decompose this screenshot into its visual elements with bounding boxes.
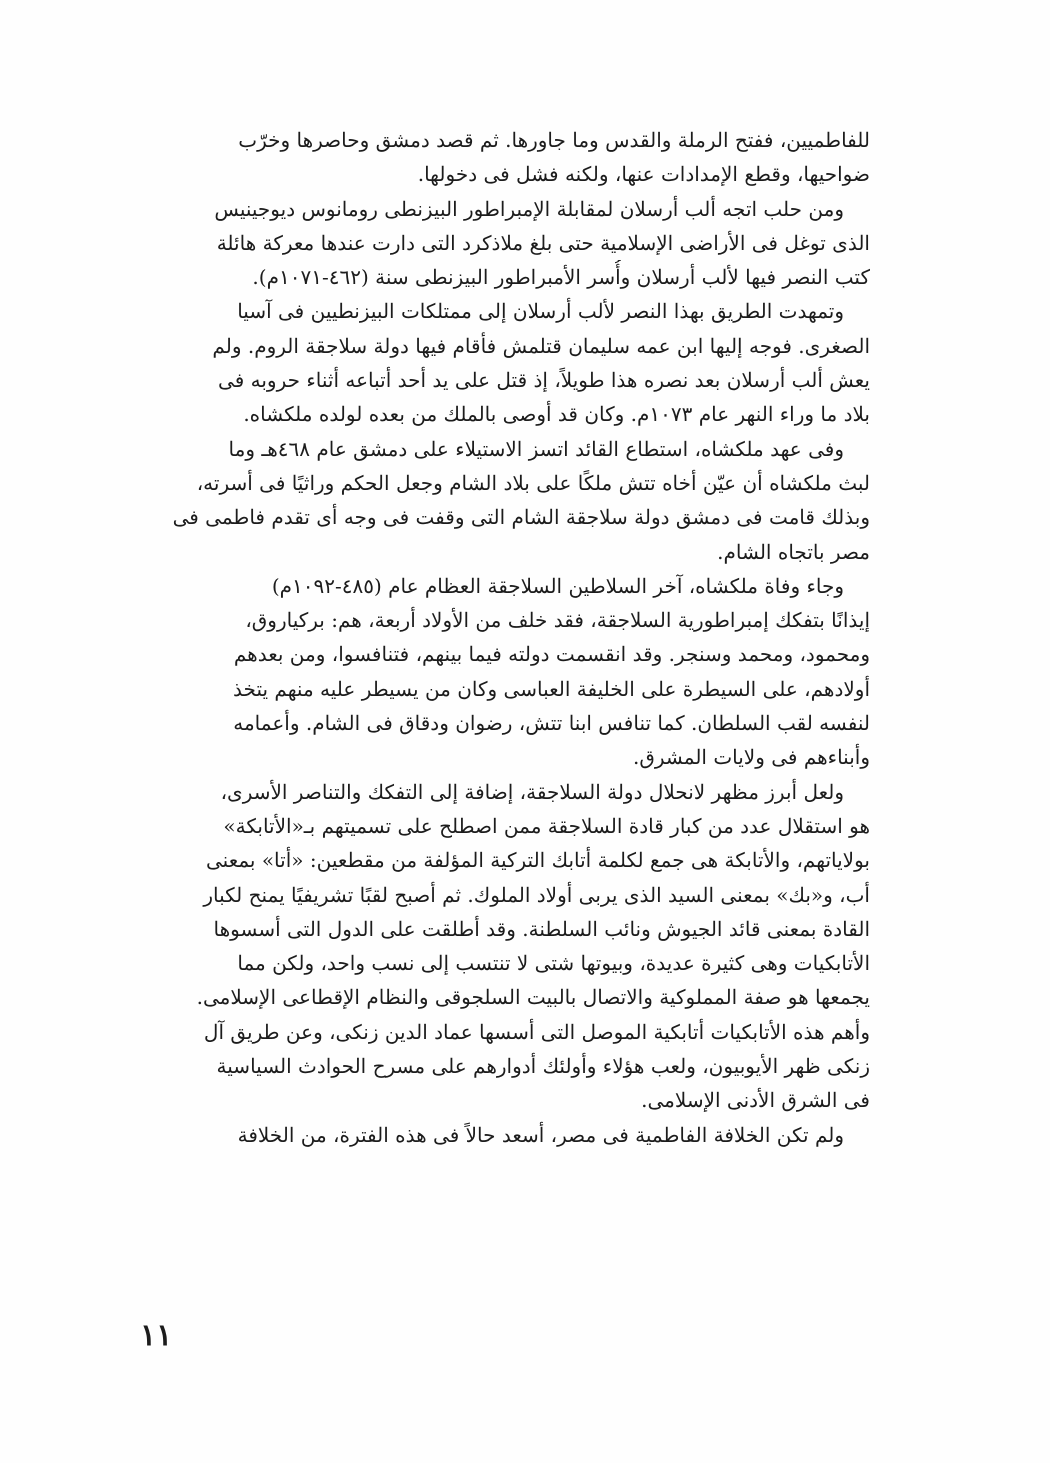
text-line: لنفسه لقب السلطان. كما تنافس ابنا تتش، رضوان ودقاق فى الشام. وأعمامه xyxy=(233,711,870,736)
text-line: أب، و«بك» بمعنى السيد الذى يربى أولاد الملوك. ثم أصبح لقبًا تشريفيًا يمنح لكبار xyxy=(203,882,870,907)
paragraph-start-line: ولعل أبرز مظهر لانحلال دولة السلاجقة، إضافة إلى التفكك والتناصر الأسرى، xyxy=(220,779,844,804)
text-line: الأتابكيات وهى كثيرة عديدة، وبيوتها شتى لا تنتسب إلى نسب واحد، ولكن مما xyxy=(237,951,870,976)
text-line: القادة بمعنى قائد الجيوش ونائب السلطنة. وقد أطلقت على الدول التى أسسوها xyxy=(213,916,870,941)
text-line: بولاياتهم، والأتابكة هى جمع لكلمة أتابك التركية المؤلفة من مقطعين: «أتا» بمعنى xyxy=(205,848,870,873)
text-line: لبث ملكشاه أن عيّن أخاه تتش ملكًا على بلاد الشام وجعل الحكم وراثيًا فى أسرته، xyxy=(196,470,870,495)
text-line: يعش ألب أرسلان بعد نصره هذا طويلاً، إذ قتل على يد أحد أتباعه أثناء حروبه فى xyxy=(218,368,870,393)
text-line: مصر باتجاه الشام. xyxy=(717,539,870,564)
paragraph-start-line: وجاء وفاة ملكشاه، آخر السلاطين السلاجقة العظام عام (٤٨٥-١٠٩٢م) xyxy=(271,573,844,598)
text-line: ضواحيها، وقطع الإمدادات عنها، ولكنه فشل فى دخولها. xyxy=(417,162,870,187)
text-line: وأهم هذه الأتابكيات أتابكية الموصل التى أسسها عماد الدين زنكى، وعن طريق آل xyxy=(203,1019,870,1044)
text-line: زنكى ظهر الأيوبيون، ولعب هؤلاء وأولئك أدوارهم على مسرح الحوادث السياسية xyxy=(216,1054,870,1079)
text-line: بلاد ما وراء النهر عام ١٠٧٣م. وكان قد أوصى بالملك من بعده لولده ملكشاه. xyxy=(243,402,870,427)
text-line: هو استقلال عدد من كبار قادة السلاجقة ممن اصطلح على تسميتهم بـ«الأتابكة» xyxy=(223,813,870,838)
text-line: وبذلك قامت فى دمشق دولة سلاجقة الشام التى وقفت فى وجه أى تقدم فاطمى فى xyxy=(172,505,870,530)
text-line: كتب النصر فيها لألب أرسلان وأُسر الأمبراطور البيزنطى سنة (٤٦٢-١٠٧١م). xyxy=(252,265,870,290)
text-line: وأبناءهم فى ولايات المشرق. xyxy=(633,745,870,770)
text-line: ومحمود، ومحمد وسنجر. وقد انقسمت دولته فيما بينهم، فتنافسوا، ومن بعدهم xyxy=(233,642,870,667)
text-line: إيذانًا بتفكك إمبراطورية السلاجقة، فقد خلف من الأولاد أربعة، هم: بركياروق، xyxy=(245,608,870,633)
text-line: فى الشرق الأدنى الإسلامى. xyxy=(641,1088,870,1113)
paragraph-start-line: ومن حلب اتجه ألب أرسلان لمقابلة الإمبراطور البيزنطى رومانوس ديوجينيس xyxy=(214,196,844,221)
page-number: ١١ xyxy=(140,1318,173,1353)
text-line: للفاطميين، ففتح الرملة والقدس وما جاورها. ثم قصد دمشق وحاصرها وخرّب xyxy=(238,128,870,152)
text-line: الذى توغل فى الأراضى الإسلامية حتى بلغ ملاذكرد التى دارت عندها معركة هائلة xyxy=(216,230,870,255)
text-line: يجمعها هو صفة المملوكية والاتصال بالبيت السلجوقى والنظام الإقطاعى الإسلامى. xyxy=(196,985,870,1010)
text-line: أولادهم، على السيطرة على الخليفة العباسى وكان من يسيطر عليه منهم يتخذ xyxy=(233,676,870,701)
paragraph-start-line: وتمهدت الطريق بهذا النصر لألب أرسلان إلى ممتلكات البيزنطيين فى آسيا xyxy=(237,299,844,324)
body-text xyxy=(170,123,870,1152)
paragraph-start-line: ولم تكن الخلافة الفاطمية فى مصر، أسعد حالاً فى هذه الفترة، من الخلافة xyxy=(237,1122,844,1147)
text-line: الصغرى. فوجه إليها ابن عمه سليمان قتلمش فأقام فيها دولة سلاجقة الروم. ولم xyxy=(212,333,870,358)
paragraph-start-line: وفى عهد ملكشاه، استطاع القائد اتسز الاستيلاء على دمشق عام ٤٦٨هـ وما xyxy=(228,436,844,461)
